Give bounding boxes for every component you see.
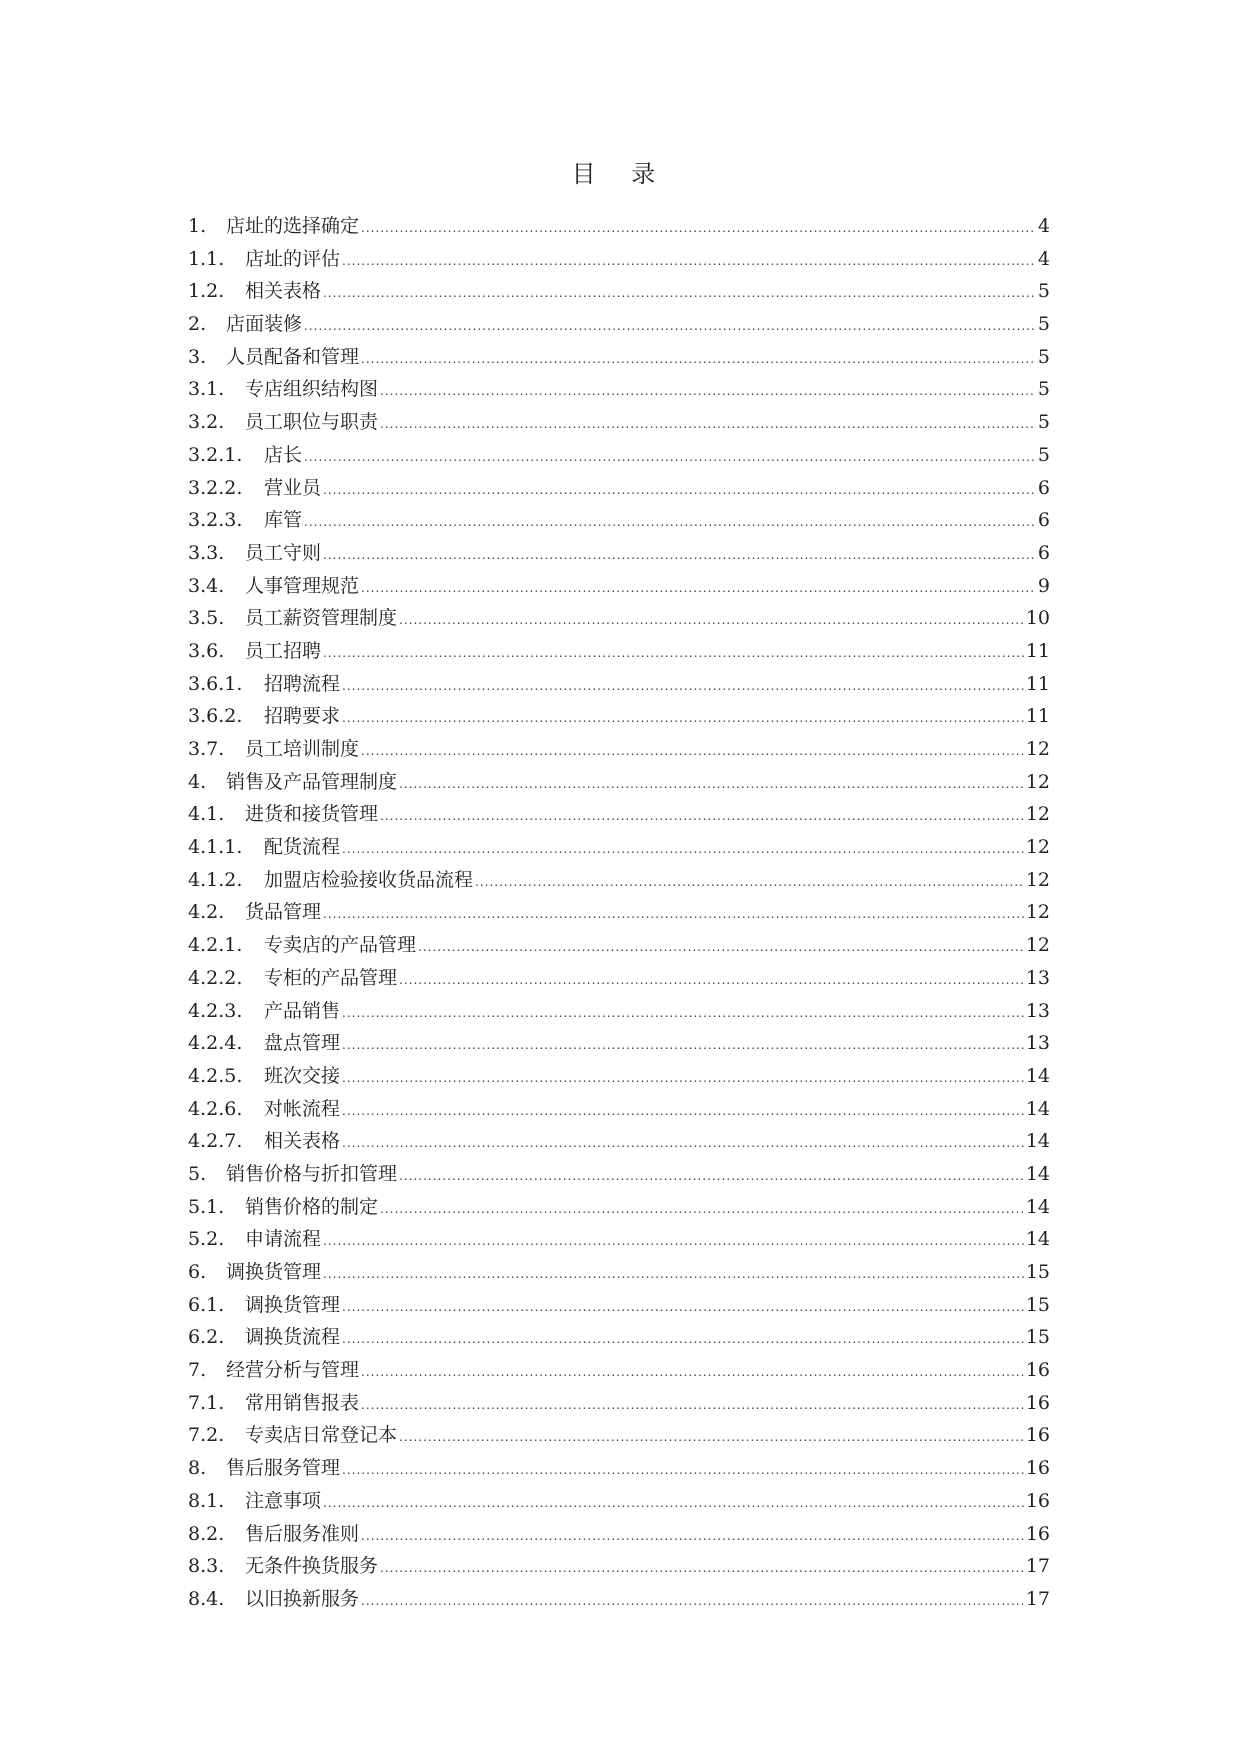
dot-leader bbox=[342, 1095, 1024, 1128]
toc-entry-number: 4.2.6. bbox=[188, 1097, 243, 1120]
dot-leader bbox=[380, 1193, 1024, 1226]
toc-entry[interactable] bbox=[188, 668, 1050, 701]
toc-entry-title: 销售价格与折扣管理 bbox=[226, 1162, 398, 1185]
toc-entry-number: 4.2. bbox=[188, 901, 225, 924]
page-title: 目 录 bbox=[571, 160, 670, 188]
toc-entry-title: 无条件换货服务 bbox=[245, 1555, 379, 1578]
toc-entry-title: 招聘要求 bbox=[264, 705, 341, 728]
toc-entry-number: 1. bbox=[188, 215, 207, 237]
toc-entry-title: 加盟店检验接收货品流程 bbox=[264, 868, 474, 891]
toc-entry-page-number: 16 bbox=[1025, 1489, 1050, 1512]
toc-entry-number: 7. bbox=[188, 1359, 207, 1382]
toc-entry-number: 3.6.2. bbox=[188, 705, 243, 728]
toc-entry-number: 4.2.5. bbox=[188, 1064, 243, 1087]
dot-leader bbox=[342, 1323, 1024, 1356]
toc-entry[interactable] bbox=[188, 1027, 1050, 1060]
dot-leader bbox=[323, 637, 1024, 670]
toc-entry-number: 1.2. bbox=[188, 280, 225, 303]
toc-entry-page-number: 4 bbox=[1037, 247, 1050, 270]
toc-entry-number: 4.2.1. bbox=[188, 934, 243, 957]
toc-entry[interactable] bbox=[188, 1419, 1050, 1452]
toc-entry-title: 专店组织结构图 bbox=[245, 378, 379, 401]
toc-entry-title: 售后服务准则 bbox=[245, 1522, 360, 1545]
toc-entry[interactable] bbox=[188, 766, 1050, 799]
toc-entry-number: 8.3. bbox=[188, 1555, 225, 1578]
dot-leader bbox=[380, 1552, 1024, 1585]
toc-entry[interactable] bbox=[188, 962, 1050, 995]
toc-entry-page-number: 9 bbox=[1037, 574, 1050, 597]
toc-entry-title: 专卖店日常登记本 bbox=[245, 1424, 398, 1447]
toc-entry-number: 3. bbox=[188, 345, 207, 368]
dot-leader bbox=[418, 931, 1024, 964]
toc-entry-number: 4.2.3. bbox=[188, 999, 243, 1022]
toc-entry-page-number: 12 bbox=[1025, 934, 1050, 957]
dot-leader bbox=[342, 245, 1036, 278]
toc-entry[interactable] bbox=[188, 472, 1050, 505]
toc-entry-page-number: 5 bbox=[1037, 345, 1050, 368]
toc-entry-title: 销售价格的制定 bbox=[245, 1195, 379, 1218]
dot-leader bbox=[399, 1421, 1024, 1454]
toc-entry-title: 员工培训制度 bbox=[245, 738, 360, 760]
dot-leader bbox=[361, 572, 1036, 605]
toc-entry[interactable] bbox=[188, 831, 1050, 864]
dot-leader bbox=[361, 343, 1036, 376]
toc-entry-number: 7.1. bbox=[188, 1391, 225, 1414]
toc-entry-number: 3.7. bbox=[188, 738, 225, 760]
toc-entry[interactable] bbox=[188, 1223, 1050, 1256]
toc-entry[interactable] bbox=[188, 1125, 1050, 1158]
toc-entry-page-number: 14 bbox=[1025, 1097, 1050, 1120]
toc-entry-page-number: 16 bbox=[1025, 1522, 1050, 1545]
toc-entry-title: 申请流程 bbox=[245, 1228, 322, 1251]
toc-entry-page-number: 4 bbox=[1037, 215, 1050, 237]
dot-leader bbox=[323, 1487, 1024, 1520]
toc-entry[interactable] bbox=[188, 896, 1050, 929]
toc-entry-title: 注意事项 bbox=[245, 1489, 322, 1512]
toc-entry-page-number: 5 bbox=[1037, 313, 1050, 336]
toc-entry-title: 人员配备和管理 bbox=[226, 345, 360, 368]
dot-leader bbox=[361, 212, 1036, 245]
toc-entry-number: 4. bbox=[188, 770, 207, 793]
toc-entry-number: 5.2. bbox=[188, 1228, 225, 1251]
toc-entry[interactable] bbox=[188, 1583, 1050, 1616]
toc-entry-title: 以旧换新服务 bbox=[245, 1587, 360, 1610]
dot-leader bbox=[361, 1520, 1024, 1553]
dot-leader bbox=[361, 1389, 1024, 1422]
toc-entry-page-number: 16 bbox=[1025, 1359, 1050, 1382]
toc-entry-page-number: 15 bbox=[1025, 1293, 1050, 1316]
toc-entry-title: 相关表格 bbox=[264, 1130, 341, 1153]
toc-entry-number: 8.4. bbox=[188, 1587, 225, 1610]
dot-leader bbox=[380, 800, 1024, 833]
toc-entry-page-number: 14 bbox=[1025, 1064, 1050, 1087]
dot-leader bbox=[399, 1160, 1024, 1193]
toc-entry-page-number: 6 bbox=[1037, 509, 1050, 532]
dot-leader bbox=[323, 1225, 1024, 1258]
toc-entry-page-number: 13 bbox=[1025, 999, 1050, 1022]
toc-entry-number: 6. bbox=[188, 1261, 207, 1283]
dot-leader bbox=[399, 964, 1024, 997]
toc-entry-number: 3.2. bbox=[188, 411, 225, 434]
toc-entry[interactable] bbox=[188, 1354, 1050, 1387]
toc-entry-number: 2. bbox=[188, 313, 207, 336]
toc-entry-page-number: 6 bbox=[1037, 541, 1050, 564]
dot-leader bbox=[475, 866, 1024, 899]
toc-entry-page-number: 5 bbox=[1037, 411, 1050, 434]
toc-entry-page-number: 17 bbox=[1025, 1587, 1050, 1610]
dot-leader bbox=[304, 441, 1036, 474]
dot-leader bbox=[399, 604, 1024, 637]
toc-entry-page-number: 17 bbox=[1025, 1555, 1050, 1578]
toc-entry-page-number: 12 bbox=[1025, 738, 1050, 760]
toc-entry[interactable] bbox=[188, 570, 1050, 603]
toc-entry-title: 人事管理规范 bbox=[245, 574, 360, 597]
toc-entry-number: 8. bbox=[188, 1457, 207, 1480]
toc-entry-title: 班次交接 bbox=[264, 1064, 341, 1087]
dot-leader bbox=[323, 474, 1036, 507]
toc-entry-title: 店址的评估 bbox=[245, 247, 341, 270]
toc-entry[interactable] bbox=[188, 406, 1050, 439]
dot-leader bbox=[323, 1258, 1024, 1291]
toc-entry-page-number: 15 bbox=[1025, 1326, 1050, 1349]
toc-entry-title: 相关表格 bbox=[245, 280, 322, 303]
dot-leader bbox=[342, 1127, 1024, 1160]
toc-entry-title: 进货和接货管理 bbox=[245, 803, 379, 826]
toc-entry-number: 5.1. bbox=[188, 1195, 225, 1218]
toc-entry-page-number: 12 bbox=[1025, 901, 1050, 924]
toc-entry[interactable] bbox=[188, 1452, 1050, 1485]
toc-entry-page-number: 5 bbox=[1037, 443, 1050, 466]
toc-entry-page-number: 6 bbox=[1037, 476, 1050, 499]
toc-entry[interactable] bbox=[188, 439, 1050, 472]
toc-entry-title: 经营分析与管理 bbox=[226, 1359, 360, 1382]
dot-leader bbox=[361, 1585, 1024, 1618]
toc-entry[interactable] bbox=[188, 700, 1050, 733]
dot-leader bbox=[342, 997, 1024, 1030]
dot-leader bbox=[342, 1062, 1024, 1095]
toc-entry-page-number: 11 bbox=[1025, 639, 1050, 662]
toc-entry-page-number: 14 bbox=[1025, 1130, 1050, 1153]
toc-entry-page-number: 12 bbox=[1025, 836, 1050, 859]
toc-entry-title: 对帐流程 bbox=[264, 1097, 341, 1120]
toc-entry-title: 专卖店的产品管理 bbox=[264, 934, 417, 957]
toc-entry[interactable] bbox=[188, 1387, 1050, 1420]
toc-entry[interactable] bbox=[188, 341, 1050, 374]
toc-entry[interactable] bbox=[188, 1550, 1050, 1583]
toc-entry[interactable] bbox=[188, 1191, 1050, 1224]
toc-entry[interactable] bbox=[188, 373, 1050, 406]
toc-entry-title: 营业员 bbox=[264, 476, 322, 499]
toc-entry-page-number: 12 bbox=[1025, 868, 1050, 891]
toc-entry-page-number: 13 bbox=[1025, 1032, 1050, 1055]
toc-entry-title: 员工薪资管理制度 bbox=[245, 607, 398, 630]
toc-entry-page-number: 11 bbox=[1025, 672, 1050, 695]
toc-entry-title: 常用销售报表 bbox=[245, 1391, 360, 1414]
toc-entry-number: 7.2. bbox=[188, 1424, 225, 1447]
toc-entry-number: 3.4. bbox=[188, 574, 225, 597]
dot-leader bbox=[342, 833, 1024, 866]
toc-entry-page-number: 15 bbox=[1025, 1261, 1050, 1283]
toc-entry[interactable] bbox=[188, 504, 1050, 537]
toc-entry-page-number: 14 bbox=[1025, 1195, 1050, 1218]
toc-entry-page-number: 16 bbox=[1025, 1424, 1050, 1447]
toc-entry-title: 员工职位与职责 bbox=[245, 411, 379, 434]
toc-entry-number: 3.6.1. bbox=[188, 672, 243, 695]
toc-entry-page-number: 16 bbox=[1025, 1457, 1050, 1480]
dot-leader bbox=[342, 1454, 1024, 1487]
toc-entry[interactable] bbox=[188, 1256, 1050, 1289]
toc-entry-title: 调换货流程 bbox=[245, 1326, 341, 1349]
toc-entry[interactable] bbox=[188, 798, 1050, 831]
toc-entry-number: 3.6. bbox=[188, 639, 225, 662]
toc-entry-number: 3.2.3. bbox=[188, 509, 243, 532]
toc-entry-page-number: 5 bbox=[1037, 280, 1050, 303]
toc-entry[interactable] bbox=[188, 1485, 1050, 1518]
toc-entry-title: 员工招聘 bbox=[245, 639, 322, 662]
toc-entry-number: 4.2.4. bbox=[188, 1032, 243, 1055]
toc-entry[interactable] bbox=[188, 733, 1050, 766]
toc-entry-page-number: 14 bbox=[1025, 1228, 1050, 1251]
toc-entry-number: 4.1.1. bbox=[188, 836, 243, 859]
toc-entry[interactable] bbox=[188, 275, 1050, 308]
toc-entry-number: 6.1. bbox=[188, 1293, 225, 1316]
toc-entry[interactable] bbox=[188, 929, 1050, 962]
toc-entry[interactable] bbox=[188, 1060, 1050, 1093]
toc-entry-title: 产品销售 bbox=[264, 999, 341, 1022]
toc-entry[interactable] bbox=[188, 1518, 1050, 1551]
toc-entry-page-number: 5 bbox=[1037, 378, 1050, 401]
toc-entry-number: 4.2.2. bbox=[188, 966, 243, 989]
toc-entry-page-number: 13 bbox=[1025, 966, 1050, 989]
toc-entry-title: 配货流程 bbox=[264, 836, 341, 859]
toc-entry-title: 货品管理 bbox=[245, 901, 322, 924]
toc-entry-page-number: 12 bbox=[1025, 770, 1050, 793]
toc-entry-title: 店长 bbox=[264, 443, 303, 466]
toc-entry-title: 店址的选择确定 bbox=[226, 215, 360, 237]
dot-leader bbox=[342, 702, 1024, 735]
toc-entry-number: 5. bbox=[188, 1162, 207, 1185]
toc-entry-title: 销售及产品管理制度 bbox=[226, 770, 398, 793]
toc-entry-title: 调换货管理 bbox=[245, 1293, 341, 1316]
toc-entry-page-number: 14 bbox=[1025, 1162, 1050, 1185]
toc-entry-number: 4.2.7. bbox=[188, 1130, 243, 1153]
toc-entry-title: 专柜的产品管理 bbox=[264, 966, 398, 989]
toc-entry[interactable] bbox=[188, 635, 1050, 668]
dot-leader bbox=[304, 310, 1036, 343]
toc-entry[interactable] bbox=[188, 210, 1050, 243]
table-of-contents bbox=[188, 210, 1050, 1616]
toc-entry-number: 3.2.2. bbox=[188, 476, 243, 499]
dot-leader bbox=[323, 539, 1036, 572]
toc-entry-title: 盘点管理 bbox=[264, 1032, 341, 1055]
toc-entry-number: 3.1. bbox=[188, 378, 225, 401]
toc-entry-number: 6.2. bbox=[188, 1326, 225, 1349]
dot-leader bbox=[361, 735, 1024, 768]
toc-entry-page-number: 12 bbox=[1025, 803, 1050, 826]
toc-entry-title: 员工守则 bbox=[245, 541, 322, 564]
toc-entry-title: 招聘流程 bbox=[264, 672, 341, 695]
toc-entry[interactable] bbox=[188, 537, 1050, 570]
dot-leader bbox=[361, 1356, 1024, 1389]
toc-entry[interactable] bbox=[188, 602, 1050, 635]
toc-entry-title: 调换货管理 bbox=[226, 1261, 322, 1283]
toc-entry-number: 8.2. bbox=[188, 1522, 225, 1545]
dot-leader bbox=[399, 768, 1024, 801]
toc-entry[interactable] bbox=[188, 1158, 1050, 1191]
toc-entry[interactable] bbox=[188, 1093, 1050, 1126]
toc-entry-number: 4.1.2. bbox=[188, 868, 243, 891]
dot-leader bbox=[304, 506, 1036, 539]
toc-entry-number: 1.1. bbox=[188, 247, 225, 270]
toc-entry-number: 3.2.1. bbox=[188, 443, 243, 466]
dot-leader bbox=[342, 1029, 1024, 1062]
toc-entry-number: 4.1. bbox=[188, 803, 225, 826]
toc-entry[interactable] bbox=[188, 1321, 1050, 1354]
toc-entry-title: 库管 bbox=[264, 509, 303, 532]
dot-leader bbox=[323, 898, 1024, 931]
dot-leader bbox=[380, 408, 1036, 441]
toc-entry-title: 售后服务管理 bbox=[226, 1457, 341, 1480]
toc-entry-number: 8.1. bbox=[188, 1489, 225, 1512]
toc-entry[interactable] bbox=[188, 995, 1050, 1028]
dot-leader bbox=[342, 670, 1024, 703]
toc-entry[interactable] bbox=[188, 243, 1050, 276]
toc-entry-page-number: 10 bbox=[1025, 607, 1050, 630]
toc-entry-page-number: 16 bbox=[1025, 1391, 1050, 1414]
dot-leader bbox=[323, 277, 1036, 310]
toc-entry-page-number: 11 bbox=[1025, 705, 1050, 728]
toc-entry-number: 3.5. bbox=[188, 607, 225, 630]
toc-entry-title: 店面装修 bbox=[226, 313, 303, 336]
dot-leader bbox=[380, 375, 1036, 408]
toc-entry-number: 3.3. bbox=[188, 541, 225, 564]
dot-leader bbox=[342, 1291, 1024, 1324]
toc-entry[interactable] bbox=[188, 864, 1050, 897]
toc-entry[interactable] bbox=[188, 1289, 1050, 1322]
toc-entry[interactable] bbox=[188, 308, 1050, 341]
